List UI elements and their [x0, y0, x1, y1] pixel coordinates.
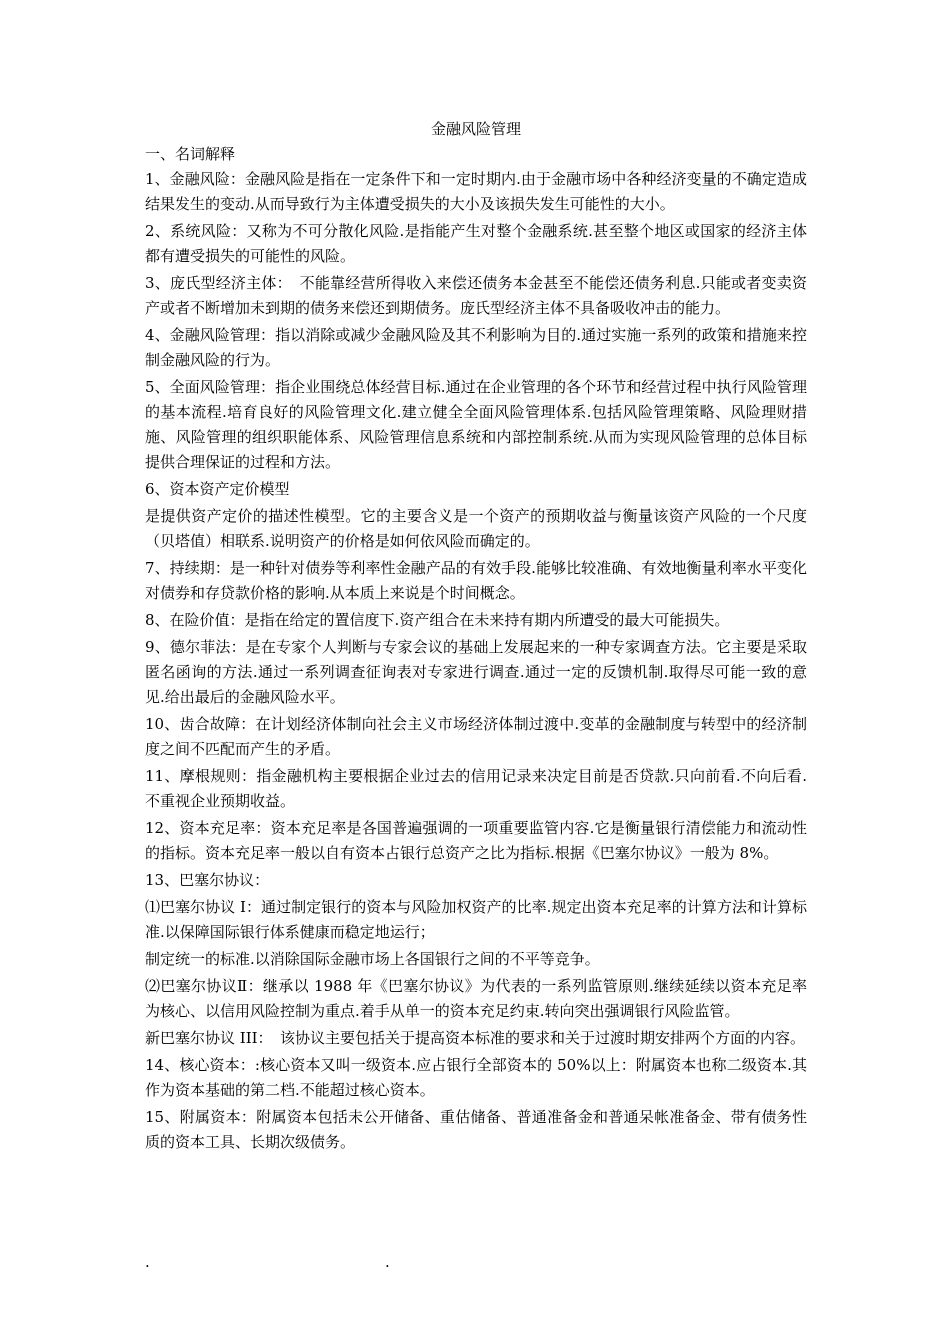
paragraph-16: 制定统一的标准.以消除国际金融市场上各国银行之间的不平等竞争。 [145, 950, 600, 968]
footer-mark-right: . [385, 1253, 390, 1271]
footer-mark-left: . [145, 1253, 150, 1271]
paragraph-3: 3、庞氏型经济主体： 不能靠经营所得收入来偿还债务本金甚至不能偿还债务利息.只能或者变卖资产或者不断增加未到期的债务来偿还到期债务。庞氏型经济主体不具备吸收冲击的能力。 [145, 274, 807, 317]
paragraph-18: 新巴塞尔协议 III： 该协议主要包括关于提高资本标准的要求和关于过渡时期安排两个方面的内容。 [145, 1029, 806, 1047]
paragraph-2: 2、系统风险：又称为不可分散化风险.是指能产生对整个金融系统.甚至整个地区或国家的经济主体都有遭受损失的可能性的风险。 [145, 222, 807, 265]
paragraph-8: 7、持续期：是一种针对债券等利率性金融产品的有效手段.能够比较准确、有效地衡量利率水平变化对债券和存贷款价格的影响.从本质上来说是个时间概念。 [145, 559, 807, 602]
paragraph-13: 12、资本充足率：资本充足率是各国普遍强调的一项重要监管内容.它是衡量银行清偿能力和流动性的指标。资本充足率一般以自有资本占银行总资产之比为指标.根据《巴塞尔协议》一般为 8%。 [145, 819, 807, 862]
page-title: 金融风险管理 [430, 120, 521, 138]
paragraph-10: 9、德尔菲法：是在专家个人判断与专家会议的基础上发展起来的一种专家调查方法。它主要是采取匿名函询的方法.通过一系列调查征询表对专家进行调查.通过一定的反馈机制.取得尽可能一致的意见.给出最后的金融风险水平。 [145, 638, 807, 706]
document-page [145, 116, 807, 1157]
paragraph-7: 是提供资产定价的描述性模型。它的主要含义是一个资产的预期收益与衡量该资产风险的一个尺度（贝塔值）相联系.说明资产的价格是如何依风险而确定的。 [145, 507, 807, 550]
paragraph-19: 14、核心资本：:核心资本又叫一级资本.应占银行全部资本的 50%以上：附属资本也称二级资本.其作为资本基础的第二档.不能超过核心资本。 [145, 1056, 807, 1099]
paragraph-15: ⑴巴塞尔协议 I：通过制定银行的资本与风险加权资产的比率.规定出资本充足率的计算方法和计算标准.以保障国际银行体系健康而稳定地运行； [145, 898, 807, 941]
paragraph-1: 1、金融风险：金融风险是指在一定条件下和一定时期内.由于金融市场中各种经济变量的不确定造成结果发生的变动.从而导致行为主体遭受损失的大小及该损失发生可能性的大小。 [145, 170, 807, 213]
paragraph-9: 8、在险价值：是指在给定的置信度下.资产组合在未来持有期内所遭受的最大可能损失。 [145, 611, 730, 629]
paragraph-11: 10、齿合故障：在计划经济体制向社会主义市场经济体制过渡中.变革的金融制度与转型中的经济制度之间不匹配而产生的矛盾。 [145, 715, 807, 758]
paragraph-17: ⑵巴塞尔协议Ⅱ：继承以 1988 年《巴塞尔协议》为代表的一系列监管原则.继续延续以资本充足率为核心、以信用风险控制为重点.着手从单一的资本充足约束.转向突出强调银行风险监管。 [145, 977, 807, 1020]
paragraph-12: 11、摩根规则：指金融机构主要根据企业过去的信用记录来决定目前是否贷款.只向前看.不向后看.不重视企业预期收益。 [145, 767, 807, 810]
page-footer [145, 1252, 545, 1272]
paragraph-5: 5、全面风险管理：指企业围绕总体经营目标.通过在企业管理的各个环节和经营过程中执行风险管理的基本流程.培育良好的风险管理文化.建立健全全面风险管理体系.包括风险管理策略、风险理财措施、风险管理的组织职能体系、风险管理信息系统和内部控制系统.从而为实现风险管理的总体目标提供合理保证的过程和方法。 [145, 378, 807, 471]
section-heading: 一、名词解释 [145, 145, 236, 163]
paragraph-4: 4、金融风险管理：指以消除或减少金融风险及其不利影响为目的.通过实施一系列的政策和措施来控制金融风险的行为。 [145, 326, 807, 369]
paragraph-14: 13、巴塞尔协议： [145, 871, 270, 889]
paragraph-6: 6、资本资产定价模型 [145, 480, 290, 498]
paragraph-20: 15、附属资本：附属资本包括未公开储备、重估储备、普通准备金和普通呆帐准备金、带有债务性质的资本工具、长期次级债务。 [145, 1108, 807, 1151]
